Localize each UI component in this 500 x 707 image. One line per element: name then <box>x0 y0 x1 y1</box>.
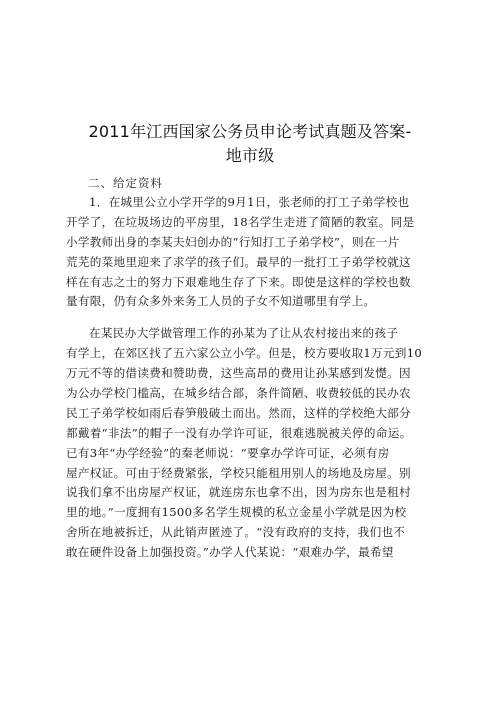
paragraph-spacer <box>66 312 438 324</box>
paragraph-line: 都戴着“非法”的帽子一没有办学许可证，很难逃脱被关停的命运。 <box>66 425 412 440</box>
paragraph-line: 小学教师出身的李某夫妇创办的“行知打工子弟学校”，则在一片 <box>66 234 400 249</box>
paragraph-line: 万元不等的借读费和赞助费，这些高昂的费用让孙某感到发憷。因 <box>66 366 411 381</box>
paragraph-line: 里的地。”一度拥有1500多名学生规模的私立金星小学就是因为校 <box>66 505 407 520</box>
paragraph-2 <box>66 324 438 563</box>
section-heading: 二、给定资料 <box>88 176 163 190</box>
document-body <box>66 193 438 563</box>
paragraph-line: 在某民办大学做管理工作的孙某为了让从农村接出来的孩子 <box>89 326 399 341</box>
paragraph-line: 屋产权证。可由于经费紧张，学校只能租用别人的场地及房屋。别 <box>66 465 411 480</box>
document-title-line-2: 地市级 <box>225 146 275 165</box>
paragraph-line: 有学上，在郊区找了五六家公立小学。但是，校方要收取1万元到10 <box>66 346 423 361</box>
paragraph-line: 舍所在地被拆迁，从此销声匿迹了。“没有政府的支持，我们也不 <box>66 525 406 540</box>
paragraph-line: 荒芜的菜地里迎来了求学的孩子们。最早的一批打工子弟学校就这 <box>66 254 411 269</box>
paragraph-line: 1．在城里公立小学开学的9月1日，张老师的打工子弟学校也 <box>89 195 410 209</box>
paragraph-line: 为公办学校门槛高，在城乡结合部，条件简陋、收费较低的民办农 <box>66 386 411 401</box>
document-title-line-1: 2011年江西国家公务员申论考试真题及答案- <box>88 122 412 141</box>
paragraph-line: 敢在硬件设备上加强投资。”办学人代某说：“艰难办学，最希望 <box>66 545 394 560</box>
paragraph-line: 样在有志之士的努力下艰难地生存了下来。即使是这样的学校也数 <box>66 274 411 289</box>
paragraph-line: 已有3年“办学经验”的秦老师说：“要拿办学许可证，必须有房 <box>66 445 390 460</box>
paragraph-line: 开学了，在垃圾场边的平房里，18名学生走进了简陋的教室。同是 <box>66 214 415 229</box>
paragraph-line: 说我们拿不出房屋产权证，就连房东也拿不出，因为房东也是租村 <box>66 485 411 500</box>
paragraph-line: 量有限，仍有众多外来务工人员的子女不知道哪里有学上。 <box>66 294 376 309</box>
paragraph-line: 民工子弟学校如雨后春笋般破土而出。然而，这样的学校绝大部分 <box>66 405 411 420</box>
paragraph-1 <box>66 193 438 312</box>
